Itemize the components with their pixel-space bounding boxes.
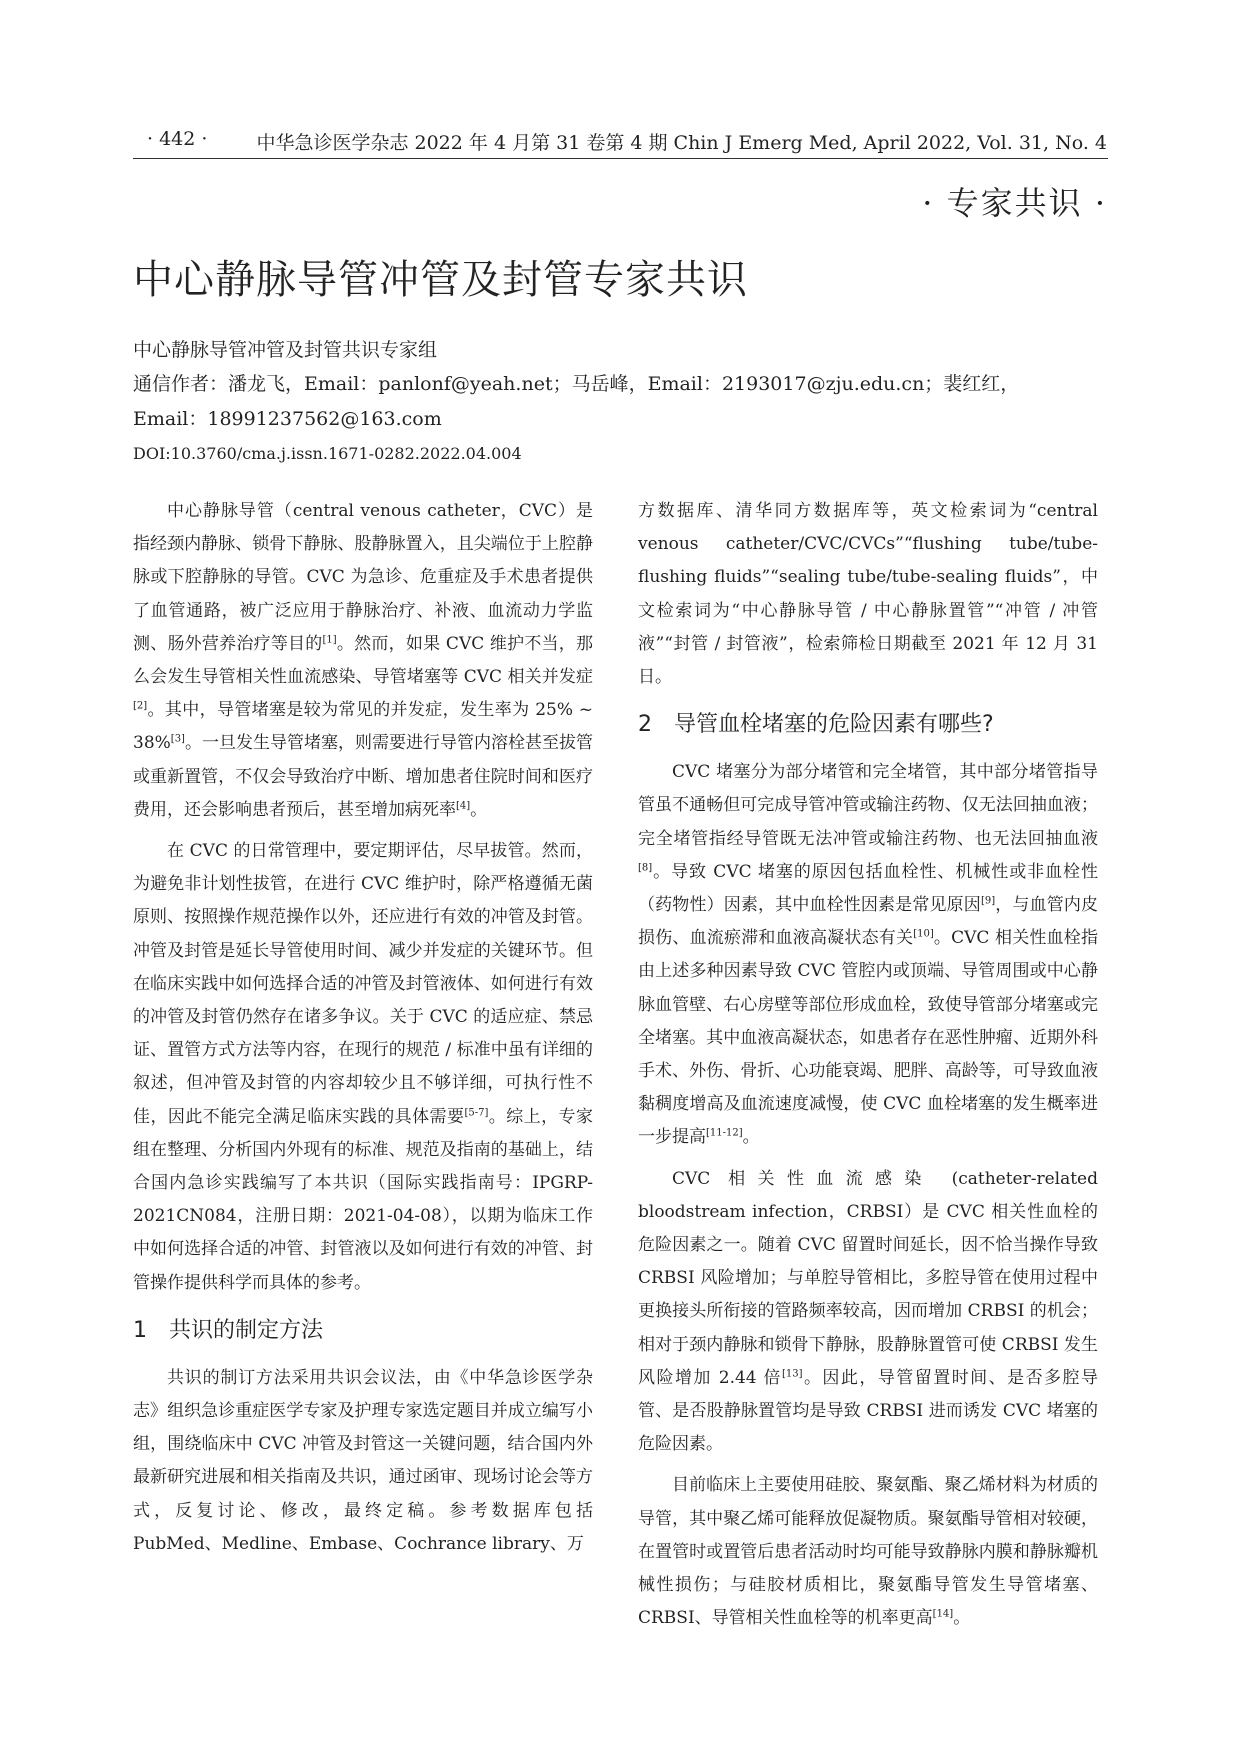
author-group: 中心静脉导管冲管及封管共识专家组 xyxy=(133,339,438,361)
left-column xyxy=(133,495,593,1569)
paragraph: 中心静脉导管（central venous catheter，CVC）是指经颈内静脉、锁骨下静脉、股静脉置入，且尖端位于上腔静脉或下腔静脉的导管。CVC 为急诊、危重症及手术患者提供了血管通路，被广泛应用于静脉治疗、补液、血流动力学监测、肠外营养治疗等目的[1]。然而，如果 CVC 维护不当，那么会发生导管相关性血流感染、导管堵塞等 CVC 相关并发症[2]。其中，导管堵塞是较为常见的并发症，发生率为 25% ~ 38%[3]。一旦发生导管堵塞，则需要进行导管内溶栓甚至拔管或重新置管，不仅会导致治疗中断、增加患者住院时间和医疗费用，还会影响患者预后，甚至增加病死率[4]。 xyxy=(133,501,594,820)
section-title: 共识的制定方法 xyxy=(169,1317,324,1343)
doi: DOI:10.3760/cma.j.issn.1671-0282.2022.04.004 xyxy=(133,444,522,463)
citation: [14] xyxy=(932,1608,954,1620)
journal-citation: 中华急诊医学杂志 2022 年 4 月第 31 卷第 4 期 Chin J Emerg Med, April 2022, Vol. 31, No. 4 xyxy=(256,132,1107,154)
section-number: 2 xyxy=(638,712,652,738)
section-number: 1 xyxy=(133,1317,147,1343)
paragraph: CVC 堵塞分为部分堵管和完全堵管，其中部分堵管指导管虽不通畅但可完成导管冲管或输注药物、仅无法回抽血液；完全堵管指经导管既无法冲管或输注药物、也无法回抽血液[8]。导致 CVC 堵塞的原因包括血栓性、机械性或非血栓性（药物性）因素，其中血栓性因素是常见原因[9]，与血管内皮损伤、血流瘀滞和血液高凝状态有关[10]。CVC 相关性血栓指由上述多种因素导致 CVC 管腔内或顶端、导管周围或中心静脉血管壁、右心房壁等部位形成血栓，致使导管部分堵塞或完全堵塞。其中血液高凝状态，如患者存在恶性肿瘤、近期外科手术、外伤、骨折、心功能衰竭、肥胖、高龄等，可导致血液黏稠度增高及血流速度减慢，使 CVC 血栓堵塞的发生概率进一步提高[11-12]。 xyxy=(638,762,1099,1148)
section-heading xyxy=(133,1312,593,1350)
citation: [11-12] xyxy=(706,1127,743,1139)
citation: [4] xyxy=(456,800,471,812)
right-column xyxy=(638,495,1098,1644)
paragraph: 目前临床上主要使用硅胶、聚氨酯、聚乙烯材料为材质的导管，其中聚乙烯可能释放促凝物质。聚氨酯导管相对较硬，在置管时或置管后患者活动时均可能导致静脉内膜和静脉瓣机械性损伤；与硅胶材质相比，聚氨酯导管发生导管堵塞、CRBSI、导管相关性血栓等的机率更高[14]。 xyxy=(638,1475,1098,1629)
citation: [1] xyxy=(322,634,337,646)
correspondence: 通信作者：潘龙飞，Email：panlonf@yeah.net；马岳峰，Email：2193017@zju.edu.cn；裴红红， xyxy=(133,373,1020,395)
page-number: · 442 · xyxy=(147,128,208,150)
paragraph: 方数据库、清华同方数据库等，英文检索词为“central venous catheter/CVC/CVCs”“flushing tube/tube-flushing fluids”“sealing tube/tube-sealing fluids”，中文检索词为“中心静脉导管 / 中心静脉置管”“冲管 / 冲管液”“封管 / 封管液”，检索筛检日期截至 2021 年 12 月 31 日。 xyxy=(638,501,1098,688)
citation: [5-7] xyxy=(464,1107,489,1118)
header-rule xyxy=(133,158,1108,159)
email-line: Email：18991237562@163.com xyxy=(133,408,442,430)
section-heading xyxy=(638,706,1098,744)
paragraph: 共识的制订方法采用共识会议法，由《中华急诊医学杂志》组织急诊重症医学专家及护理专家选定题目并成立编写小组，围绕临床中 CVC 冲管及封管这一关键问题，结合国内外最新研究进展和相关指南及共识，通过函审、现场讨论会等方式，反复讨论、修改，最终定稿。参考数据库包括 PubMed、Medline、Embase、Cochrance library、万 xyxy=(133,1367,593,1554)
paragraph: CVC 相关性血流感染 (catheter-related bloodstream infection，CRBSI）是 CVC 相关性血栓的危险因素之一。随着 CVC 留置时间延长，因不恰当操作导致 CRBSI 风险增加；与单腔导管相比，多腔导管在使用过程中更换接头所衔接的管路频率较高，因而增加 CRBSI 的机会；相对于颈内静脉和锁骨下静脉，股静脉置管可使 CRBSI 发生风险增加 2.44 倍[13]。因此，导管留置时间、是否多腔导管、是否股静脉置管均是导致 CRBSI 进而诱发 CVC 堵塞的危险因素。 xyxy=(638,1168,1098,1455)
paragraph: 在 CVC 的日常管理中，要定期评估，尽早拔管。然而，为避免非计划性拔管，在进行 CVC 维护时，除严格遵循无菌原则、按照操作规范操作以外，还应进行有效的冲管及封管。冲管及封管是延长导管使用时间、减少并发症的关键环节。但在临床实践中如何选择合适的冲管及封管液体、如何进行有效的冲管及封管仍然存在诸多争议。关于 CVC 的适应症、禁忌证、置管方式方法等内容，在现行的规范 / 标准中虽有详细的叙述，但冲管及封管的内容却较少且不够详细，可执行性不佳，因此不能完全满足临床实践的具体需要[5-7]。综上，专家组在整理、分析国内外现有的标准、规范及指南的基础上，结合国内急诊实践编写了本共识（国际实践指南号：IPGRP-2021CN084，注册日期：2021-04-08），以期为临床工作中如何选择合适的冲管、封管液以及如何进行有效的冲管、封管操作提供科学而具体的参考。 xyxy=(133,841,594,1293)
section-tag: · 专家共识 · xyxy=(922,184,1107,222)
citation: [13] xyxy=(781,1368,803,1380)
article-title: 中心静脉导管冲管及封管专家共识 xyxy=(133,257,748,303)
citation: [10] xyxy=(913,928,934,940)
citation: [8] xyxy=(638,862,653,874)
section-title: 导管血栓堵塞的危险因素有哪些? xyxy=(674,712,994,738)
citation: [2] xyxy=(133,700,148,712)
citation: [9] xyxy=(980,895,996,907)
citation: [3] xyxy=(170,733,185,745)
